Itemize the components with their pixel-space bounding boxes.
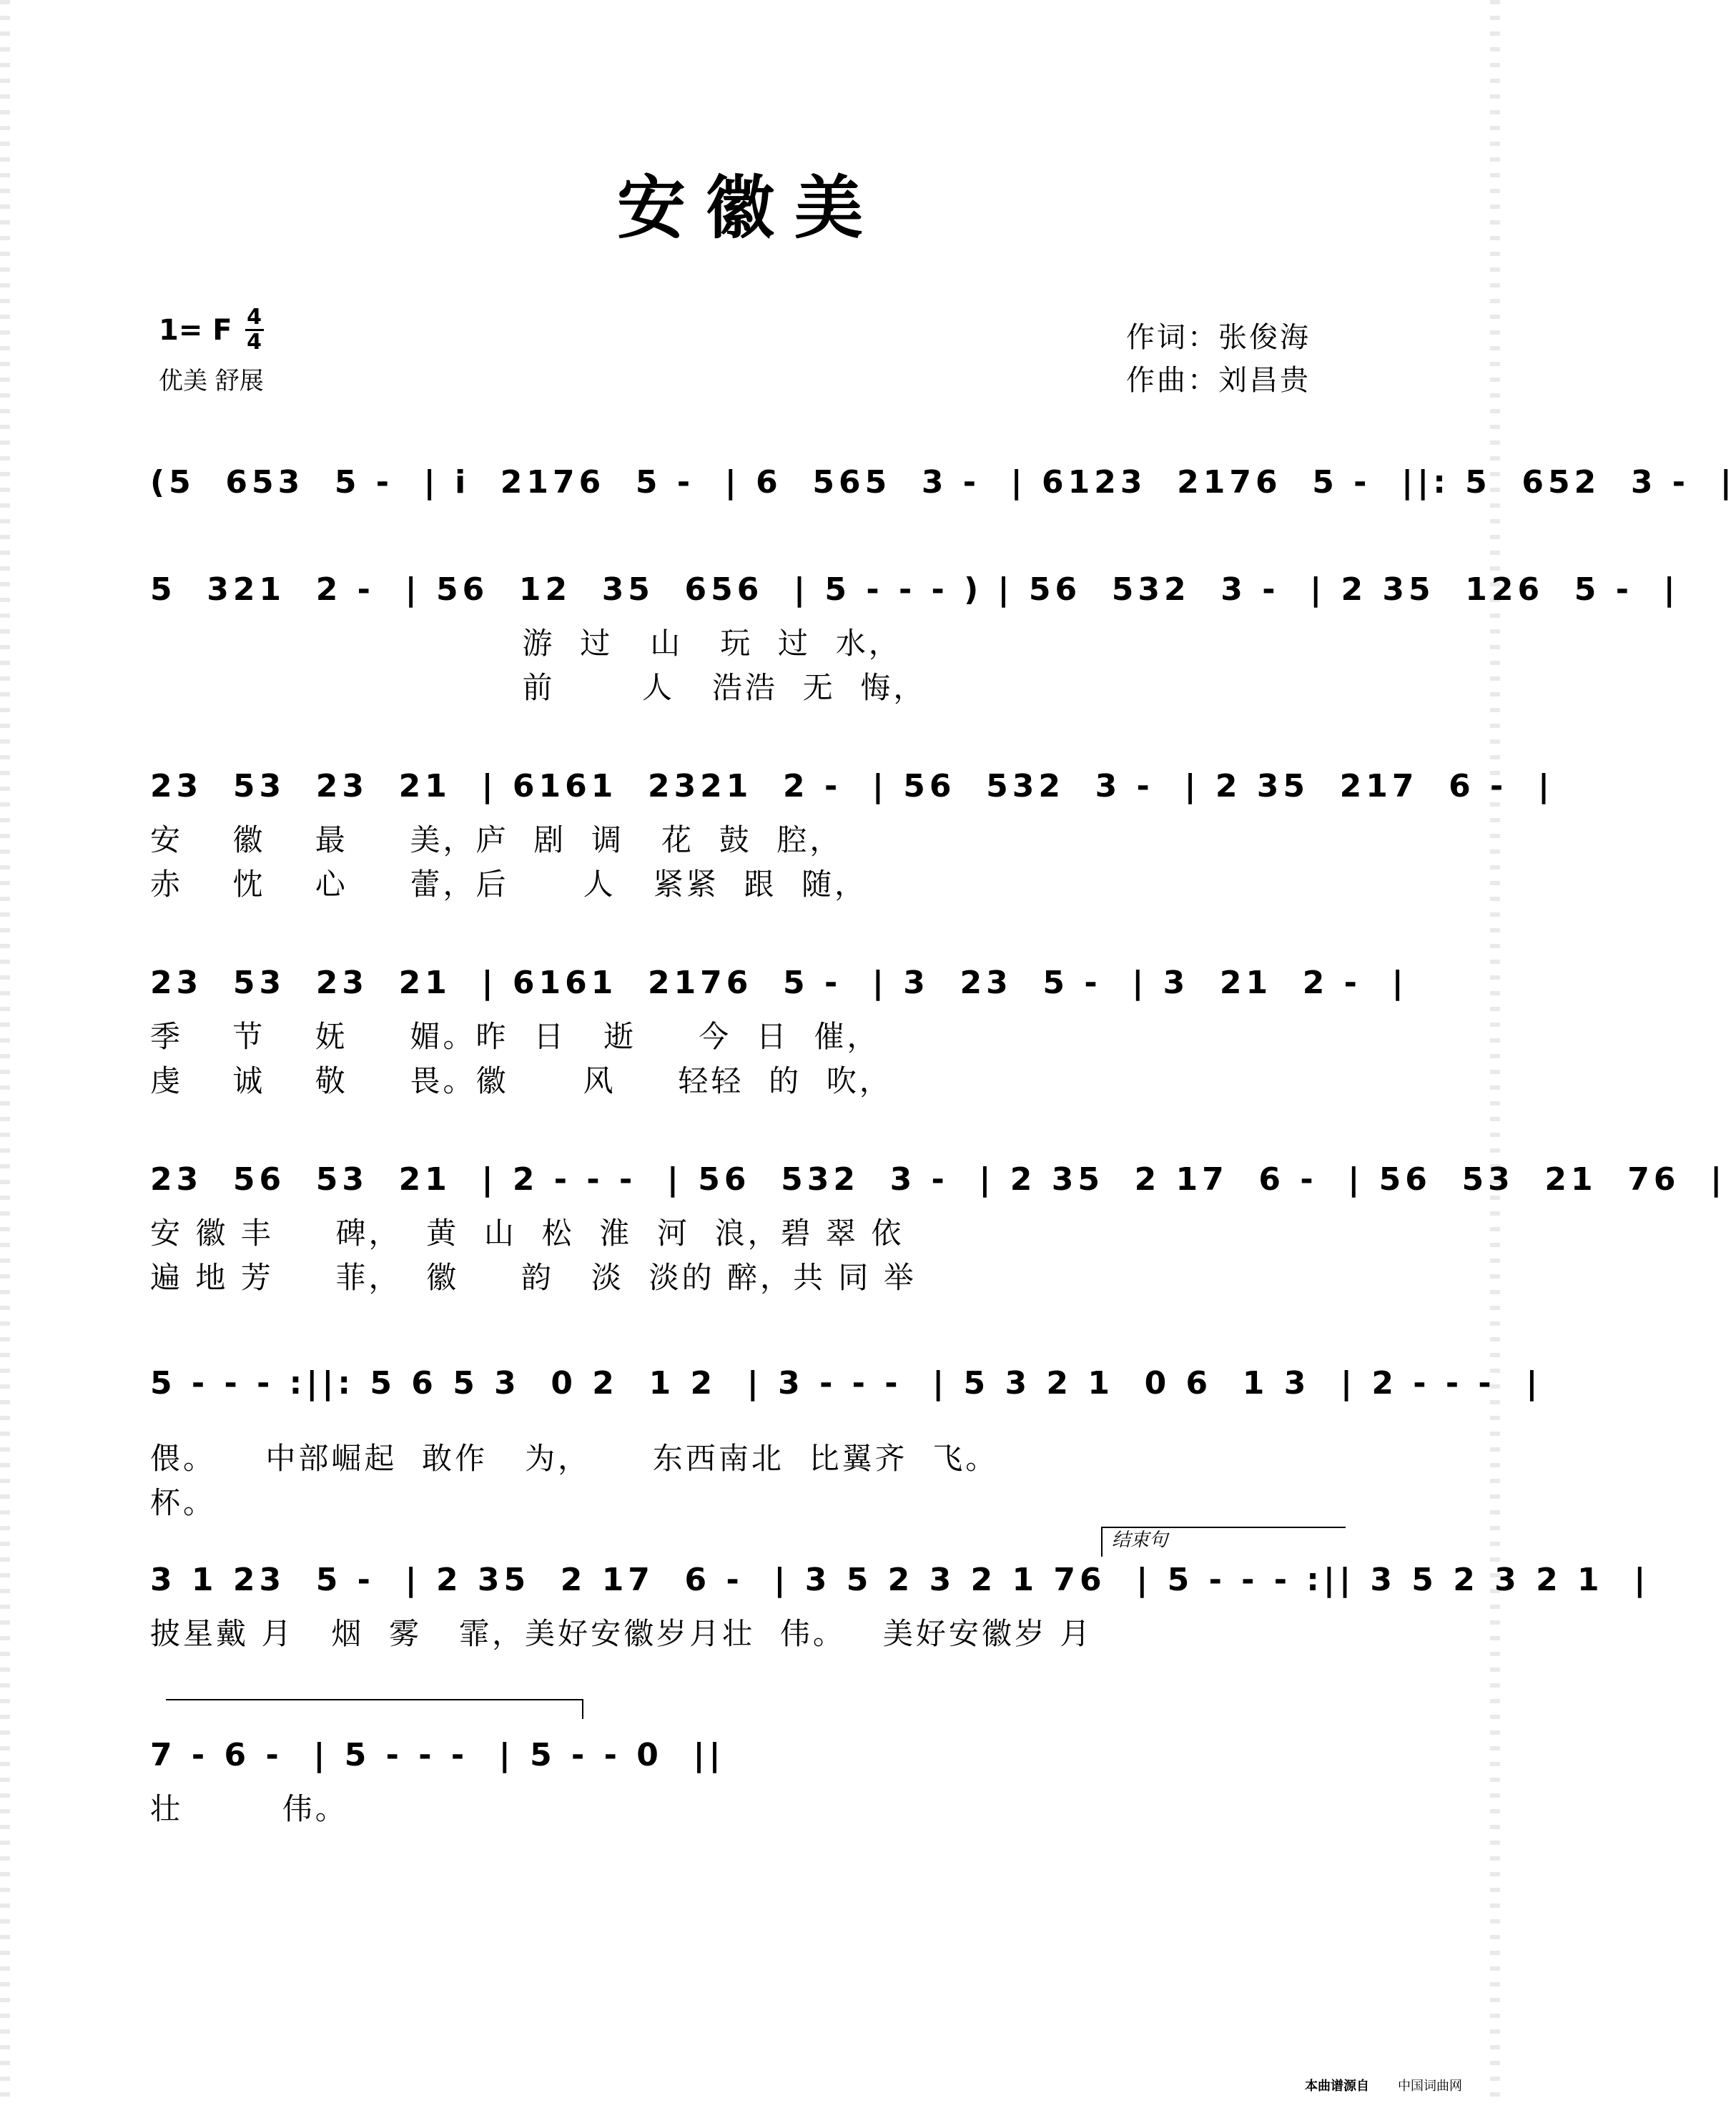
song-title: 安徽美 [617, 167, 883, 248]
notation-line: 23 53 23 21 | 6161 2176 5 - | 3 23 5 - | 3 21 2 - | [150, 965, 1408, 1001]
lyric-line: 前 人 浩浩 无 悔， [150, 670, 927, 705]
left-edge-watermark [0, 0, 10, 2108]
time-bottom: 4 [247, 330, 262, 355]
lyric-line: 安 徽 丰 碑， 黄 山 松 淮 河 浪，碧 翠 依 [150, 1216, 904, 1251]
lyric-line: 壮 伟。 [150, 1791, 348, 1826]
notation-line: 5 - - - :||: 5 6 5 3 0 2 1 2 | 3 - - - | 5 3 2 1 0 6 1 3 | 2 - - - | [150, 1365, 1542, 1402]
lyric-line: 杯。 [150, 1485, 217, 1520]
lyric-line: 安 徽 最 美，庐 剧 调 花 鼓 腔， [150, 822, 843, 857]
lyric-line: 赤 忱 心 蕾，后 人 紧紧 跟 随， [150, 867, 868, 902]
notation-line: 5 321 2 - | 56 12 35 656 | 5 - - - ) | 56 532 3 - | 2 35 126 5 - | [150, 571, 1680, 608]
final-bracket [166, 1699, 583, 1719]
notation-line: 23 53 23 21 | 6161 2321 2 - | 56 532 3 - | 2 35 217 6 - | [150, 768, 1554, 804]
lyric-line: 游 过 山 玩 过 水， [150, 626, 902, 661]
lyric-line: 偎。 中部崛起 敢作 为， 东西南北 比翼齐 飞。 [150, 1441, 999, 1476]
composer-credit: 作曲：刘昌贵 [1126, 364, 1311, 397]
right-edge-watermark [1490, 0, 1500, 2108]
notation-line: 3 1 23 5 - | 2 35 2 17 6 - | 3 5 2 3 2 1 76 | 5 - - - :|| 3 5 2 3 2 1 | [150, 1562, 1650, 1598]
time-signature [245, 306, 264, 354]
lyricist-credit: 作词：张俊海 [1126, 321, 1311, 354]
key-signature [159, 306, 264, 354]
notation-line: 23 56 53 21 | 2 - - - | 56 532 3 - | 2 35 2 17 6 - | 56 53 21 76 | [150, 1161, 1727, 1198]
lyric-line: 披星戴 月 烟 雾 霏，美好安徽岁月壮 伟。 美好安徽岁 月 [150, 1616, 1093, 1651]
footer-source: 本曲谱源自 [1305, 2079, 1369, 2094]
time-top: 4 [247, 305, 262, 330]
tempo-marking: 优美 舒展 [159, 367, 264, 395]
lyric-line: 遍 地 芳 菲， 徽 韵 淡 淡的 醉，共 同 举 [150, 1260, 917, 1295]
lyric-line: 虔 诚 敬 畏。徽 风 轻轻 的 吹， [150, 1063, 892, 1098]
notation-line: (5 653 5 - | i 2176 5 - | 6 565 3 - | 6123 2176 5 - ||: 5 652 3 - | [150, 464, 1736, 501]
key-text: 1= F [159, 313, 232, 347]
notation-line: 7 - 6 - | 5 - - - | 5 - - 0 || [150, 1737, 725, 1773]
footer-site: 中国词曲网 [1398, 2079, 1462, 2094]
lyric-line: 季 节 妩 媚。昨 日 逝 今 日 催， [150, 1019, 880, 1054]
ending-label: 结束句 [1112, 1530, 1168, 1551]
